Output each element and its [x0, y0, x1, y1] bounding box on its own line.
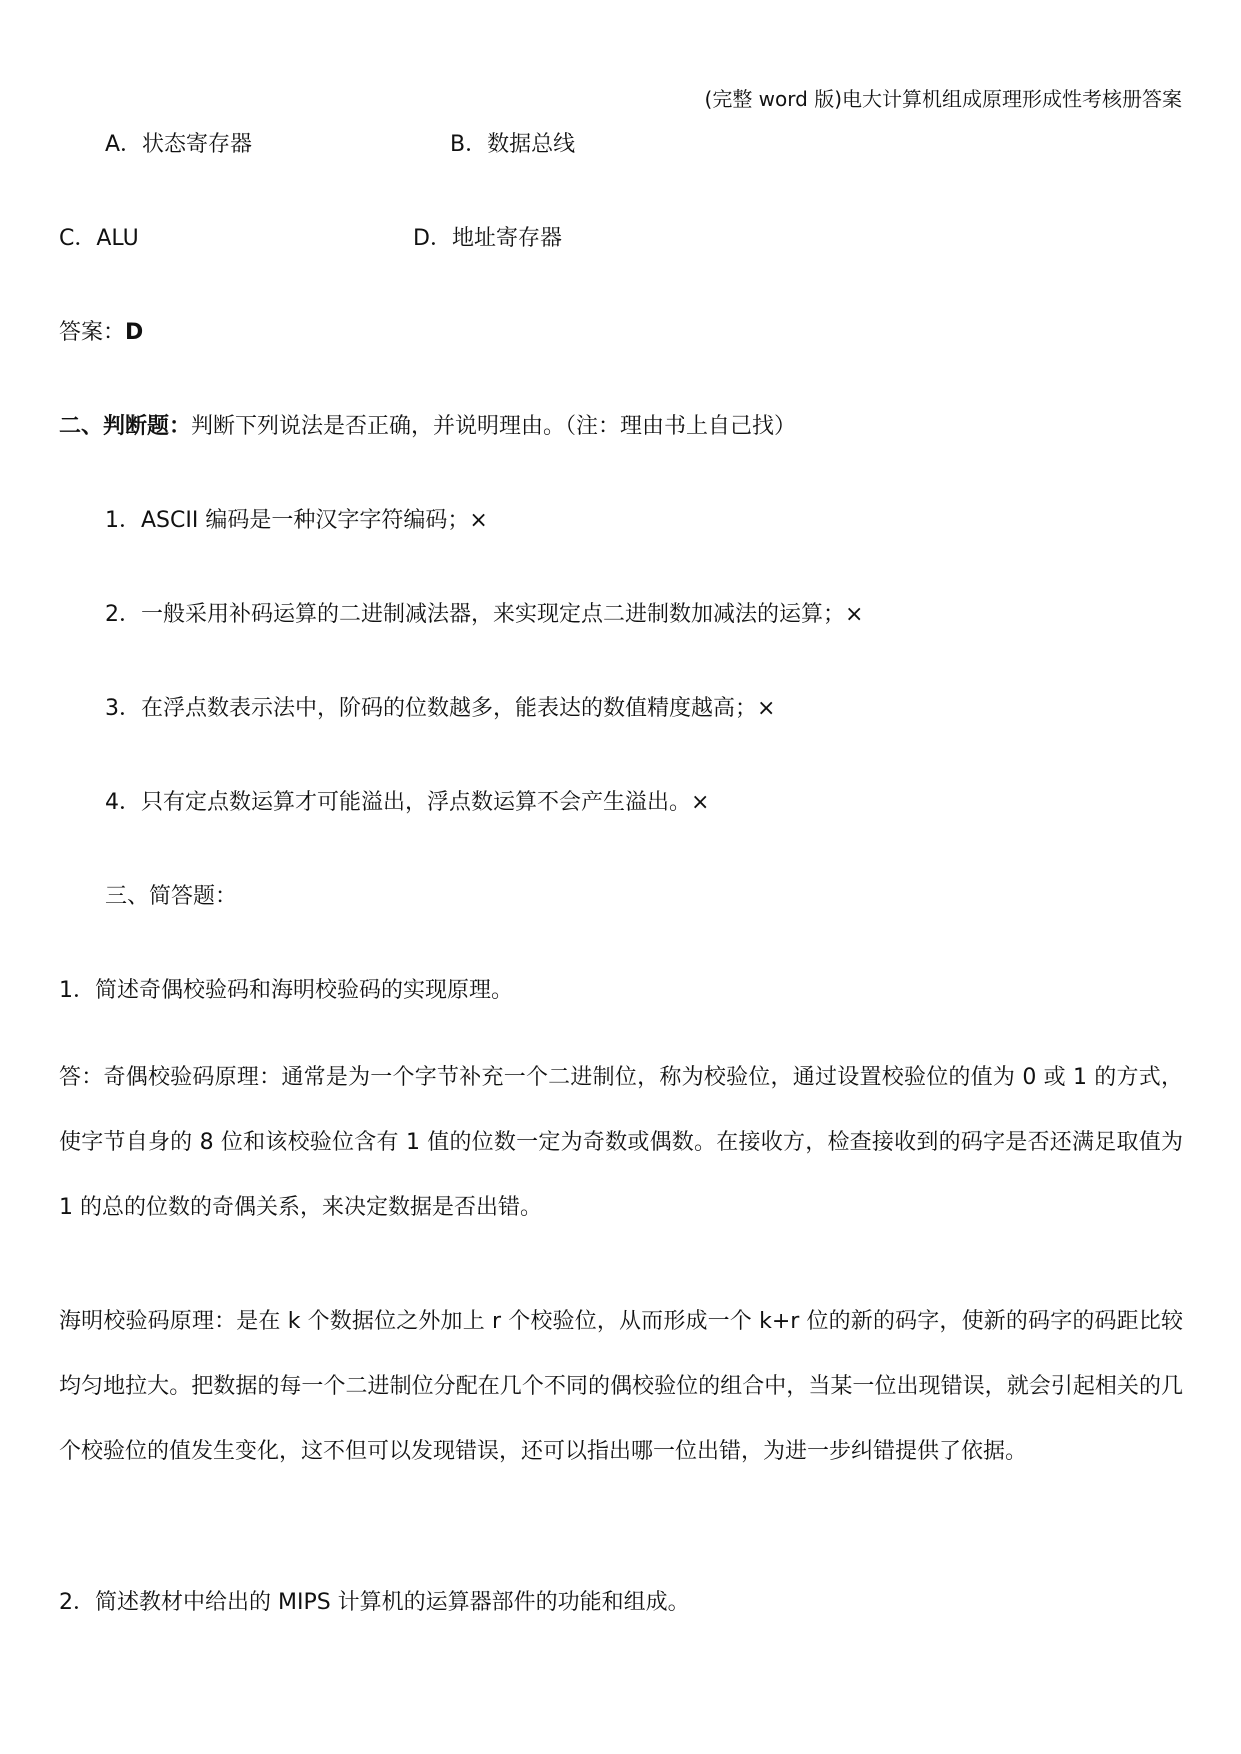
answer-1-parity: 答：奇偶校验码原理：通常是为一个字节补充一个二进制位，称为校验位，通过设置校验位的值为 0 或 1 的方式，使字节自身的 8 位和该校验位含有 1 值的位数一定为奇数或偶数。在接收方，检查接收到的码字是否还满足取值为 1 的总的位数的奇偶关系，来决定数据是否出错。 — [59, 1065, 1183, 1220]
section2-header — [59, 412, 796, 442]
judgement-item-4 — [105, 788, 709, 818]
judgement-text: 3．在浮点数表示法中，阶码的位数越多，能表达的数值精度越高； — [105, 696, 757, 721]
judgement-mark: × — [757, 696, 776, 721]
question-2: 2．简述教材中给出的 MIPS 计算机的运算器部件的功能和组成。 — [59, 1590, 690, 1615]
judgement-mark: × — [469, 508, 488, 533]
section2-instruction: 判断下列说法是否正确，并说明理由。（注：理由书上自己找） — [191, 414, 797, 439]
answer-line — [59, 318, 143, 348]
header-title: (完整 word 版)电大计算机组成原理形成性考核册答案 — [704, 87, 1182, 111]
judgement-item-3 — [105, 694, 775, 724]
judgement-text: 1．ASCII 编码是一种汉字字符编码； — [105, 508, 470, 533]
answer-label: 答案： — [59, 320, 126, 345]
choice-d: D．地址寄存器 — [413, 226, 562, 251]
answer-1-hamming: 海明校验码原理：是在 k 个数据位之外加上 r 个校验位，从而形成一个 k+r 位的新的码字，使新的码字的码距比较均匀地拉大。把数据的每一个二进制位分配在几个不同的偶校验位的组合中，当某一位出现错误，就会引起相关的几个校验位的值发生变化，这不但可以发现错误，还可以指出哪一位出错，为进一步纠错提供了依据。 — [59, 1309, 1183, 1464]
choice-a: A．状态寄存器 — [105, 132, 253, 157]
judgement-text: 2．一般采用补码运算的二进制减法器，来实现定点二进制数加减法的运算； — [105, 602, 845, 627]
choice-c: C．ALU — [59, 226, 139, 251]
answer-value: D — [125, 320, 144, 345]
section3-heading: 三、简答题： — [105, 884, 238, 909]
section2-heading: 二、判断题： — [59, 414, 192, 439]
choice-b: B．数据总线 — [450, 132, 576, 157]
judgement-mark: × — [691, 790, 710, 815]
judgement-item-2 — [105, 600, 863, 630]
judgement-item-1 — [105, 506, 488, 536]
judgement-text: 4．只有定点数运算才可能溢出，浮点数运算不会产生溢出。 — [105, 790, 691, 815]
question-1: 1．简述奇偶校验码和海明校验码的实现原理。 — [59, 978, 513, 1003]
judgement-mark: × — [845, 602, 864, 627]
